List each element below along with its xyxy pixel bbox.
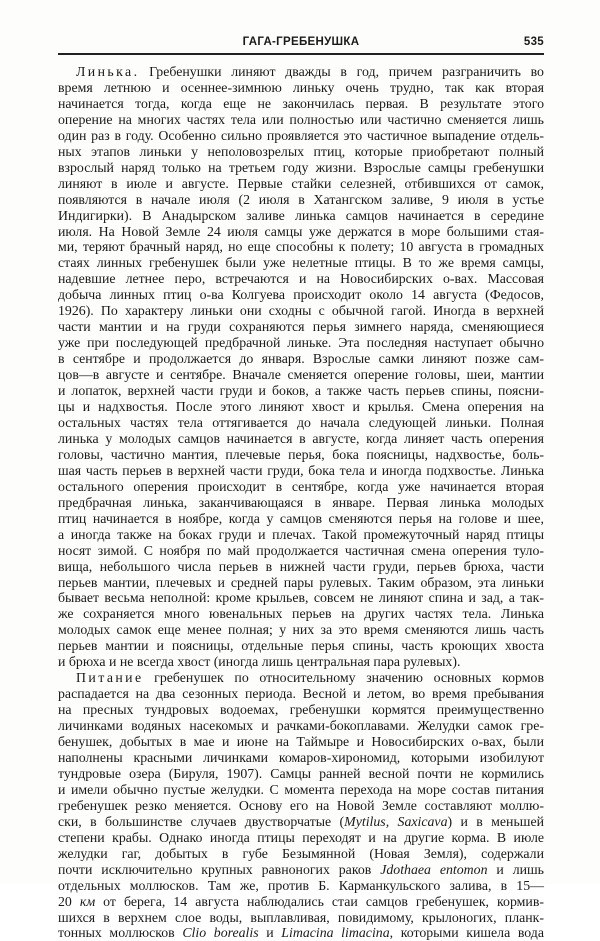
- text-line: желудки гаг, добытых в губе Безымянной (Новая Земля), содержали: [58, 845, 544, 861]
- text-line: появляются в начале июля (2 июля в Хатангском заливе, 9 июля в устье: [58, 191, 544, 207]
- text-line: остального оперения происходит в сентябре, когда уже начинается вторая: [58, 478, 544, 494]
- header-rule: [58, 53, 544, 55]
- text-line: Индигирки). В Анадырском заливе линька самцов начинается в середине: [58, 207, 544, 223]
- text-line: время летнюю и осеннее-зимнюю линьку очень трудно, так как вторая: [58, 79, 544, 95]
- text-line: перьев мантии и поясницы, отдельные перья спины, часть кроющих хвоста: [58, 638, 544, 654]
- text-line: предбрачная линька, заканчивающаяся в январе. Первая линька молодых: [58, 494, 544, 510]
- text-line: тонных моллюсков Clio borealis и Limacina limacina, которыми кишела вода: [58, 925, 544, 941]
- text-line: почти исключительно крупных равноногих раков Jdothaea entomon и лишь: [58, 861, 544, 877]
- text-line: надевшие летнее перо, встречаются и на Новосибирских о-вах. Массовая: [58, 271, 544, 287]
- section-term-molt: Линька.: [76, 64, 140, 79]
- text-line: головы, частично мантия, плечевые перья, бока поясницы, надхвостье, боль-: [58, 446, 544, 462]
- text-line: и имели обычно пустые желудки. С момента перехода на море состав питания: [58, 781, 544, 797]
- text-line: шая часть перьев в верхней части груди, бока тела и иногда подхвостье. Линька: [58, 462, 544, 478]
- taxon-name: Limacina limacina: [281, 925, 390, 941]
- text-line: остальных частях тела оттягивается до начала следующей линьки. Полная: [58, 414, 544, 430]
- text-line: линька у молодых самцов начинается в августе, когда линяет часть оперения: [58, 430, 544, 446]
- text-line: Питание гребенушек по относительному значению основных кормов: [76, 670, 544, 686]
- unit-abbrev: км: [79, 893, 96, 909]
- text-line: Линька. Гребенушки линяют дважды в год, причем разграничить во: [76, 64, 544, 79]
- text-line: тундровые озера (Бируля, 1907). Самцы ранней весной почти не кормились: [58, 765, 544, 781]
- text-line: линяют в июле и августе. Первые стайки селезней, отбившихся от самок,: [58, 175, 544, 191]
- page-header: [58, 36, 544, 54]
- text-line: же сохраняется много ювенальных перьев на других частях тела. Линька: [58, 606, 544, 622]
- running-title: ГАГА-ГРЕБЕНУШКА: [242, 36, 360, 48]
- text-line: июля. На Новой Земле 24 июля самцы уже держатся в море большими стая-: [58, 223, 544, 239]
- text-line: цы и надхвостья. После этого линяют хвост и крылья. Смена оперения на: [58, 399, 544, 415]
- text-line: стаях линных гребенушек были уже нелетные птицы. В то же время самцы,: [58, 255, 544, 271]
- text-line: молодых самок еще менее полная; у них за это время сменяются лишь часть: [58, 622, 544, 638]
- text-line: оперение на многих частях тела или полностью или частично сменяется лишь: [58, 111, 544, 127]
- text-line: отдельных моллюсков. Там же, против Б. Карманкульского залива, в 15—: [58, 877, 544, 893]
- text-line: части мантии и на груди сохраняются перья зимнего наряда, сменяющиеся: [58, 319, 544, 335]
- page-number: 535: [523, 36, 544, 48]
- text-line: бенушек, добытых в мае и июне на Таймыре и Новосибирских о-вах, были: [58, 734, 544, 750]
- text-line: ных этапов линьки у неполовозрелых птиц, которые приобретают полный: [58, 143, 544, 159]
- text-line: 1926). По характеру линьки они сходны с обычной гагой. Иногда в верхней: [58, 303, 544, 319]
- section-term-feeding: Питание: [76, 670, 144, 686]
- text-line: птиц начинается в ноябре, когда у самцов сменяются перья на голове и шее,: [58, 510, 544, 526]
- text-line: цов—в августе и сентябре. Вначале сменяется оперение головы, шеи, мантии: [58, 367, 544, 383]
- text-line: ми, теряют брачный наряд, но еще способны к полету; 10 августа в громадных: [58, 239, 544, 255]
- text-line: и брюха и не всегда хвост (иногда лишь центральная пара рулевых).: [58, 654, 461, 670]
- text-line: на пресных тундровых водоемах, гребенушки кормятся преимущественно: [58, 702, 544, 718]
- text-line: вища, небольшого числа перьев в нижней части груди, перьев брюха, части: [58, 558, 544, 574]
- text-line: распадается на два сезонных периода. Весной и летом, во время пребывания: [58, 686, 544, 702]
- text-line: степени крабы. Однако иногда птицы переходят и на другие корма. В июле: [58, 829, 544, 845]
- text-line: 20 км от берега, 14 августа наблюдались стаи самцов гребенушек, кормив-: [58, 893, 544, 909]
- text-line: уже при последующей предбрачной линьке. Эта последняя наступает обычно: [58, 335, 544, 351]
- text-line: добыча линных птиц о-ва Колгуева происходит около 14 августа (Федосов,: [58, 287, 544, 303]
- taxon-name: Jdothaea entomon: [380, 861, 488, 877]
- text-line: перьев мантии, плечевых и средней пары рулевых. Таким образом, эта линьки: [58, 574, 544, 590]
- paragraph-molt: [58, 64, 544, 670]
- text-line: и лопаток, верхней части груди и боков, а также часть перьев спины, поясни-: [58, 383, 544, 399]
- taxon-name: Clio borealis: [182, 925, 259, 941]
- text-line: личинками водяных насекомых и рачками-бокоплавами. Желудки самок гре-: [58, 718, 544, 734]
- taxon-name: Mytilus, Saxicava: [344, 813, 448, 829]
- text-line: носят зимой. С ноября по май продолжается частичная смена оперения туло-: [58, 542, 544, 558]
- page-body: [58, 64, 544, 941]
- text-line: ски, в большинстве случаев двустворчатые (Mytilus, Saxicava) и в меньшей: [58, 813, 544, 829]
- text-line: в сентябре и продолжается до января. Взрослые самки линяют позже сам-: [58, 351, 544, 367]
- paragraph-feeding: [58, 670, 544, 941]
- text-line: шихся в верхнем слое воды, выплавливая, повидимому, крылоногих, планк-: [58, 909, 544, 925]
- text-line: начинается тогда, когда еще не закончилась первая. В результате этого: [58, 95, 544, 111]
- text-line: взрослый наряд только на третьем году жизни. Взрослые самцы гребенушки: [58, 159, 544, 175]
- text-line: наполнены красными личинками комаров-хирономид, которыми изобилуют: [58, 749, 544, 765]
- text-line: бывает весьма неполной: кроме крыльев, совсем не линяют спина и зад, а так-: [58, 590, 544, 606]
- text-line: а иногда также на боках груди и плечах. Такой промежуточный наряд птицы: [58, 526, 544, 542]
- text-line: гребенушек резко меняется. Основу его на Новой Земле составляют моллю-: [58, 797, 544, 813]
- text-line: один раз в году. Особенно сильно проявляется это частичное выпадение отдель-: [58, 127, 544, 143]
